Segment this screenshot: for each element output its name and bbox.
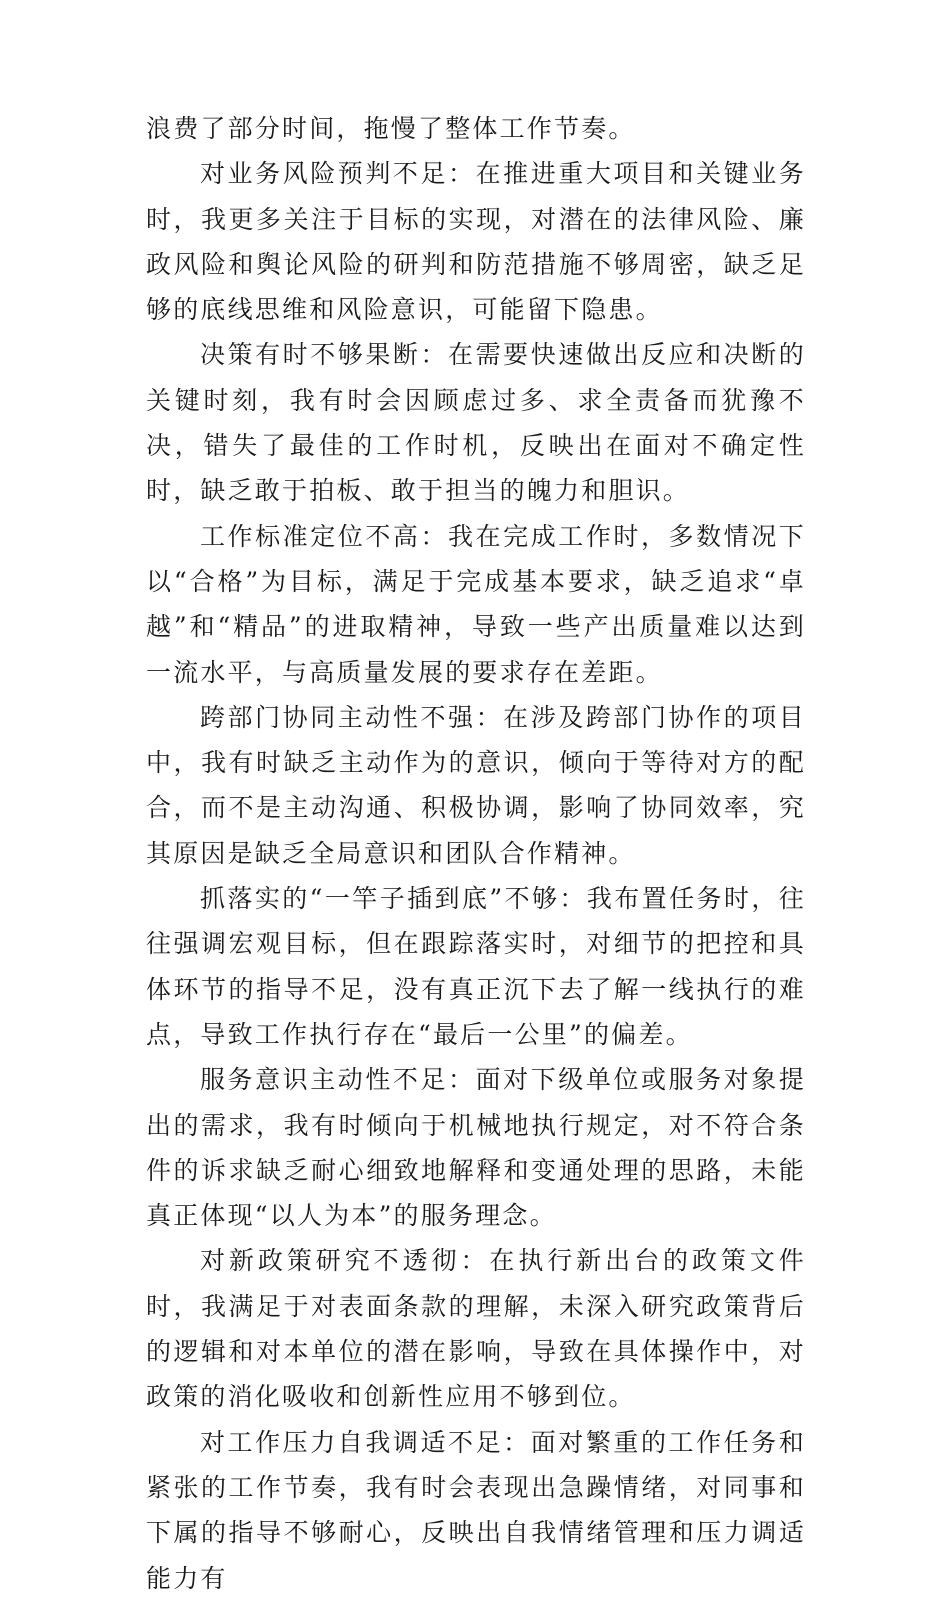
paragraph-policy-research: 对新政策研究不透彻：在执行新出台的政策文件时，我满足于对表面条款的理解，未深入研究政策背后的逻辑和对本单位的潜在影响，导致在具体操作中，对政策的消化吸收和创新性应用不够到位。 (146, 1246, 806, 1412)
paragraph-continuation: 浪费了部分时间，拖慢了整体工作节奏。 (146, 114, 636, 143)
paragraph-cross-department: 跨部门协同主动性不强：在涉及跨部门协作的项目中，我有时缺乏主动作为的意识，倾向于等待对方的配合，而不是主动沟通、积极协调，影响了协同效率，究其原因是缺乏全局意识和团队合作精神。 (146, 702, 806, 868)
paragraph-decision-making: 决策有时不够果断：在需要快速做出反应和决断的关键时刻，我有时会因顾虑过多、求全责备而犹豫不决，错失了最佳的工作时机，反映出在面对不确定性时，缺乏敢于拍板、敢于担当的魄力和胆识。 (146, 340, 806, 506)
paragraph-work-pressure: 对工作压力自我调适不足：面对繁重的工作任务和紧张的工作节奏，我有时会表现出急躁情绪，对同事和下属的指导不够耐心，反映出自我情绪管理和压力调适能力有 (146, 1427, 806, 1593)
paragraph-implementation: 抓落实的“一竿子插到底”不够：我布置任务时，往往强调宏观目标，但在跟踪落实时，对细节的把控和具体环节的指导不足，没有真正沉下去了解一线执行的难点，导致工作执行存在“最后一公里”的偏差。 (146, 884, 806, 1049)
paragraph-work-standards: 工作标准定位不高：我在完成工作时，多数情况下以“合格”为目标，满足于完成基本要求，缺乏追求“卓越”和“精品”的进取精神，导致一些产出质量难以达到一流水平，与高质量发展的要求存在差距。 (146, 521, 806, 687)
document-body (146, 106, 806, 1601)
paragraph-service-awareness: 服务意识主动性不足：面对下级单位或服务对象提出的需求，我有时倾向于机械地执行规定，对不符合条件的诉求缺乏耐心细致地解释和变通处理的思路，未能真正体现“以人为本”的服务理念。 (146, 1065, 806, 1231)
paragraph-business-risk: 对业务风险预判不足：在推进重大项目和关键业务时，我更多关注于目标的实现，对潜在的法律风险、廉政风险和舆论风险的研判和防范措施不够周密，缺乏足够的底线思维和风险意识，可能留下隐患。 (146, 159, 806, 325)
